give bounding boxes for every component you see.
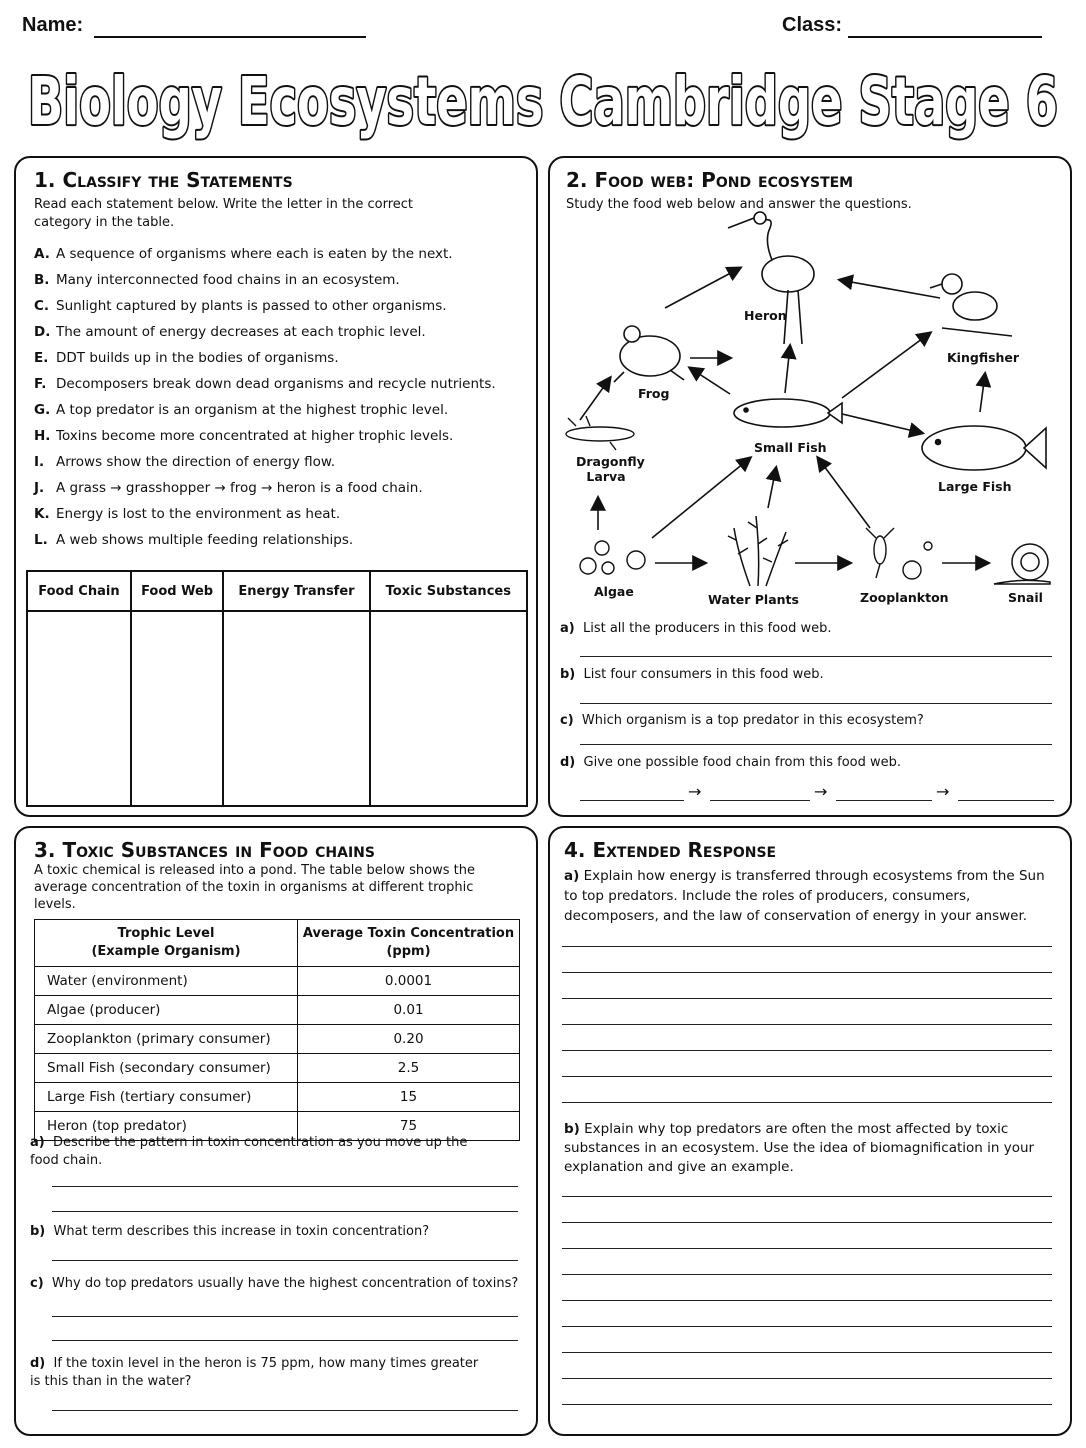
dragonfly-larva-icon — [566, 416, 634, 450]
arrow-icon: → — [688, 782, 702, 801]
trophic-level-cell: Water (environment) — [35, 967, 298, 996]
water-plants-icon — [728, 516, 788, 586]
statement-text: Decomposers break down dead organisms and recycle nutrients. — [56, 376, 496, 392]
toxin-value-cell: 2.5 — [298, 1054, 520, 1083]
toxin-value-cell: 15 — [298, 1083, 520, 1112]
table-header: Food Chain — [27, 571, 131, 611]
statement-item — [34, 298, 447, 314]
organism-label-frog: Frog — [638, 386, 670, 401]
question-d: d) If the toxin level in the heron is 75 ppm, how many times greater is this than in the water? — [30, 1356, 479, 1389]
answer-line[interactable] — [580, 703, 1052, 704]
organism-label-zooplankton: Zooplankton — [860, 590, 949, 605]
answer-line[interactable] — [562, 1404, 1052, 1405]
answer-line[interactable] — [580, 744, 1052, 745]
trophic-level-cell: Small Fish (secondary consumer) — [35, 1054, 298, 1083]
classify-table — [26, 570, 528, 807]
chain-blank-1[interactable] — [580, 800, 684, 801]
organism-label-large-fish: Large Fish — [938, 479, 1012, 494]
table-row — [35, 1054, 520, 1083]
answer-line[interactable] — [562, 972, 1052, 973]
question-b: b) List four consumers in this food web. — [560, 667, 824, 682]
question-b: b) Explain why top predators are often the most affected by toxic substances in an ecosystem. Use the idea of biomagnification in your explanation and give an example. — [564, 1121, 1035, 1175]
statement-letter: F. — [34, 376, 47, 392]
answer-line[interactable] — [52, 1316, 518, 1317]
answer-line[interactable] — [562, 1222, 1052, 1223]
toxin-value-cell: 0.0001 — [298, 967, 520, 996]
frog-icon — [614, 326, 684, 382]
table-header: Energy Transfer — [223, 571, 369, 611]
answer-line[interactable] — [52, 1211, 518, 1212]
organism-label-kingfisher: Kingfisher — [947, 350, 1020, 365]
statement-item — [34, 272, 400, 288]
organism-label-heron: Heron — [744, 308, 787, 323]
statement-item — [34, 506, 340, 522]
statement-letter: A. — [34, 246, 50, 262]
table-header: Trophic Level (Example Organism) — [35, 920, 298, 967]
answer-cell[interactable] — [131, 611, 224, 806]
organism-label-snail: Snail — [1008, 590, 1043, 605]
answer-line[interactable] — [562, 1050, 1052, 1051]
answer-line[interactable] — [562, 1196, 1052, 1197]
statement-item — [34, 376, 496, 392]
table-row — [35, 967, 520, 996]
table-header: Toxic Substances — [370, 571, 527, 611]
statement-text: A web shows multiple feeding relationships. — [56, 532, 354, 548]
section-title: 4. Extended Response — [564, 838, 777, 862]
statement-letter: L. — [34, 532, 48, 548]
question-d: d) Give one possible food chain from this food web. — [560, 755, 902, 770]
statement-text: Arrows show the direction of energy flow. — [56, 454, 335, 470]
statement-item — [34, 324, 426, 340]
section-extended-panel — [548, 826, 1072, 1436]
answer-line[interactable] — [562, 946, 1052, 947]
answer-line[interactable] — [562, 1102, 1052, 1103]
statement-text: A top predator is an organism at the highest trophic level. — [56, 402, 449, 418]
name-field[interactable] — [94, 36, 366, 38]
trophic-level-cell: Zooplankton (primary consumer) — [35, 1025, 298, 1054]
statement-letter: J. — [34, 480, 45, 496]
table-row — [35, 1025, 520, 1054]
trophic-level-cell: Heron (top predator) — [35, 1112, 298, 1141]
toxin-value-cell: 0.01 — [298, 996, 520, 1025]
large-fish-icon — [922, 426, 1046, 470]
answer-line[interactable] — [562, 1274, 1052, 1275]
toxin-value-cell: 75 — [298, 1112, 520, 1141]
chain-blank-4[interactable] — [958, 800, 1054, 801]
section-title: 1. Classify the Statements — [34, 168, 293, 192]
statement-text: Toxins become more concentrated at higher trophic levels. — [56, 428, 454, 444]
section-foodweb-panel — [548, 156, 1072, 817]
answer-line[interactable] — [562, 1378, 1052, 1379]
organism-label-small-fish: Small Fish — [754, 440, 827, 455]
question-b: b) What term describes this increase in toxin concentration? — [30, 1224, 430, 1239]
statement-letter: K. — [34, 506, 50, 522]
arrow-icon: → — [936, 782, 950, 801]
answer-line[interactable] — [580, 656, 1052, 657]
statement-text: A sequence of organisms where each is eaten by the next. — [56, 246, 453, 262]
table-row — [35, 996, 520, 1025]
question-a: a) List all the producers in this food web. — [560, 621, 832, 636]
trophic-level-cell: Algae (producer) — [35, 996, 298, 1025]
toxin-table — [34, 919, 520, 1141]
statement-item — [34, 480, 423, 496]
table-row — [35, 1083, 520, 1112]
kingfisher-icon — [930, 274, 1012, 336]
statement-letter: C. — [34, 298, 50, 314]
organism-label-water-plants: Water Plants — [708, 592, 799, 607]
table-header: Food Web — [131, 571, 224, 611]
algae-icon — [580, 541, 645, 574]
trophic-level-cell: Large Fish (tertiary consumer) — [35, 1083, 298, 1112]
section-instructions: Read each statement below. Write the letter in the correct category in the table. — [34, 197, 414, 230]
statement-letter: B. — [34, 272, 50, 288]
statement-text: Energy is lost to the environment as heat. — [56, 506, 341, 522]
answer-line[interactable] — [52, 1260, 518, 1261]
zooplankton-icon — [866, 528, 932, 579]
statement-item — [34, 350, 339, 366]
answer-line[interactable] — [562, 1326, 1052, 1327]
arrow-icon: → — [814, 782, 828, 801]
statement-item — [34, 428, 453, 444]
statement-item — [34, 402, 448, 418]
statement-letter: G. — [34, 402, 51, 418]
answer-line[interactable] — [562, 1024, 1052, 1025]
section-title: 2. Food web: Pond ecosystem — [566, 168, 854, 192]
organism-label-dragonfly-larva: Dragonfly Larva — [576, 454, 645, 484]
toxin-value-cell: 0.20 — [298, 1025, 520, 1054]
statement-letter: E. — [34, 350, 49, 366]
answer-line[interactable] — [52, 1340, 518, 1341]
chain-blank-2[interactable] — [710, 800, 810, 801]
section-classify-panel — [14, 156, 538, 817]
organism-label-algae: Algae — [594, 584, 634, 599]
name-label: Name: — [22, 14, 84, 36]
answer-line[interactable] — [562, 1076, 1052, 1077]
answer-cell[interactable] — [370, 611, 527, 806]
question-c: c) Why do top predators usually have the highest concentration of toxins? — [30, 1276, 519, 1291]
table-header: Average Toxin Concentration (ppm) — [298, 920, 520, 967]
answer-cell[interactable] — [223, 611, 369, 806]
snail-icon — [994, 544, 1050, 584]
statement-text: DDT builds up in the bodies of organisms. — [56, 350, 339, 366]
answer-line[interactable] — [52, 1410, 518, 1411]
answer-line[interactable] — [562, 1248, 1052, 1249]
answer-cell[interactable] — [27, 611, 131, 806]
section-instructions: Study the food web below and answer the questions. — [566, 197, 912, 212]
heron-icon — [728, 212, 814, 344]
answer-line[interactable] — [52, 1186, 518, 1187]
statement-letter: I. — [34, 454, 45, 470]
answer-line[interactable] — [562, 1300, 1052, 1301]
small-fish-icon — [734, 399, 842, 427]
chain-blank-3[interactable] — [836, 800, 932, 801]
question-a: a) Describe the pattern in toxin concentration as you move up the food chain. — [30, 1135, 468, 1168]
statement-text: Sunlight captured by plants is passed to other organisms. — [56, 298, 447, 314]
food-web-diagram — [550, 158, 1070, 618]
statement-text: The amount of energy decreases at each trophic level. — [56, 324, 426, 340]
answer-line[interactable] — [562, 1352, 1052, 1353]
class-label: Class: — [782, 14, 843, 36]
statement-item — [34, 246, 453, 262]
statement-text: Many interconnected food chains in an ecosystem. — [56, 272, 400, 288]
statement-item — [34, 454, 335, 470]
statement-text: A grass → grasshopper → frog → heron is a food chain. — [56, 480, 423, 496]
page-title-text: Biology Ecosystems Cambridge Stage 6 — [28, 63, 1058, 140]
section-toxic-panel — [14, 826, 538, 1436]
statement-item — [34, 532, 353, 548]
question-a: a) Explain how energy is transferred through ecosystems from the Sun to top predators. Include the roles of producers, consumers, decomposers, and the law of conservation of energy in your answer. — [564, 868, 1045, 924]
class-field[interactable] — [848, 36, 1042, 38]
statement-letter: H. — [34, 428, 51, 444]
question-c: c) Which organism is a top predator in this ecosystem? — [560, 713, 924, 728]
section-title: 3. Toxic Substances in Food chains — [34, 838, 375, 862]
statement-letter: D. — [34, 324, 51, 340]
answer-line[interactable] — [562, 998, 1052, 999]
section-intro: A toxic chemical is released into a pond. The table below shows the average concentration of the toxin in organisms at different trophic levels. — [34, 863, 475, 912]
page-title — [0, 52, 1086, 144]
